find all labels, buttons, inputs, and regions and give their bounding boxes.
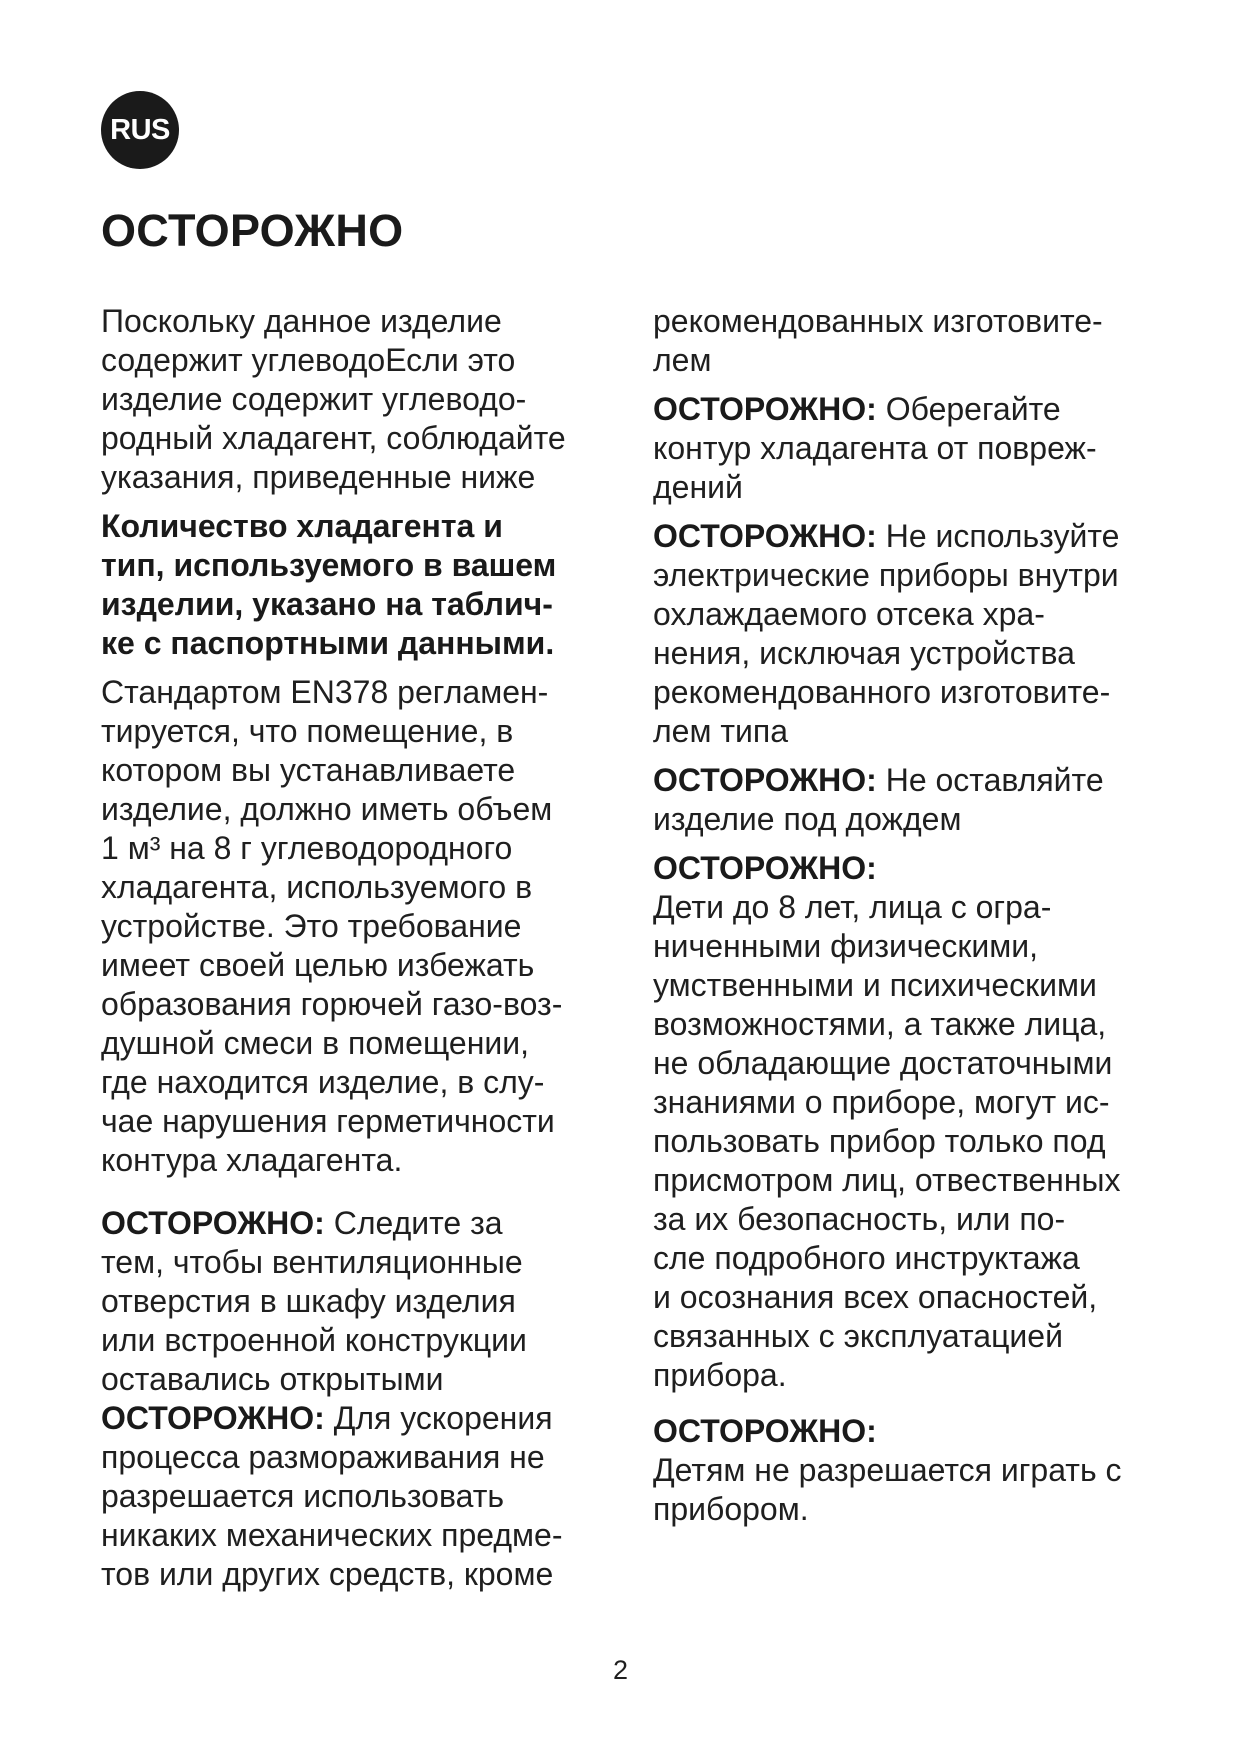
text-line: устройстве. Это требование <box>101 908 522 944</box>
children-play-warning <box>653 1412 1163 1529</box>
continuation-paragraph <box>653 302 1163 380</box>
warning-text: Оберегайте <box>876 391 1061 427</box>
defrost-warning <box>101 1399 606 1594</box>
text-line: присмотром лиц, отвественных <box>653 1162 1121 1198</box>
text-line: тов или других средств, кроме <box>101 1556 554 1592</box>
text-line: никаких механических предме- <box>101 1517 563 1553</box>
text-line: изделии, указано на таблич- <box>101 586 553 622</box>
text-line: нения, исключая устройства <box>653 635 1075 671</box>
text-line: тируется, что помещение, в <box>101 713 514 749</box>
ventilation-warning <box>101 1204 606 1399</box>
warning-label: ОСТОРОЖНО: <box>653 391 877 427</box>
text-line: чае нарушения герметичности <box>101 1103 555 1139</box>
text-line: душной смеси в помещении, <box>101 1025 530 1061</box>
text-line: прибора. <box>653 1357 787 1393</box>
text-line: Дети до 8 лет, лица с огра- <box>653 889 1052 925</box>
text-line: прибором. <box>653 1491 809 1527</box>
text-line <box>101 1399 606 1438</box>
text-line: Поскольку данное изделие <box>101 303 502 339</box>
text-line: рекомендованных изготовите- <box>653 303 1103 339</box>
text-line: Детям не разрешается играть с <box>653 1452 1122 1488</box>
text-line: отверстия в шкафу изделия <box>101 1283 516 1319</box>
right-column <box>653 302 1163 1529</box>
text-line: знаниями о приборе, могут ис- <box>653 1084 1110 1120</box>
electrical-appliances-warning <box>653 517 1163 751</box>
text-line: где находится изделие, в слу- <box>101 1064 545 1100</box>
circuit-warning <box>653 390 1163 507</box>
left-column <box>101 302 606 1594</box>
text-line <box>101 1204 606 1243</box>
warning-text: Следите за <box>324 1205 503 1241</box>
text-line: тип, используемого в вашем <box>101 547 557 583</box>
text-line: охлаждаемого отсека хра- <box>653 596 1045 632</box>
text-line: электрические приборы внутри <box>653 557 1119 593</box>
text-line: процесса размораживания не <box>101 1439 545 1475</box>
text-line: пользовать прибор только под <box>653 1123 1106 1159</box>
text-line: умственными и психическими <box>653 967 1097 1003</box>
text-line: за их безопасность, или по- <box>653 1201 1066 1237</box>
text-line: содержит углеводоЕсли это <box>101 342 516 378</box>
text-line: не обладающие достаточными <box>653 1045 1113 1081</box>
warning-label: ОСТОРОЖНО: <box>653 518 877 554</box>
page-number: 2 <box>612 1655 629 1685</box>
text-line: лем типа <box>653 713 789 749</box>
warning-label: ОСТОРОЖНО: <box>653 762 877 798</box>
warning-label: ОСТОРОЖНО: <box>653 850 877 886</box>
text-line: изделие под дождем <box>653 801 962 837</box>
page-title: ОСТОРОЖНО <box>101 205 404 256</box>
text-line: оставались открытыми <box>101 1361 444 1397</box>
warning-label: ОСТОРОЖНО: <box>101 1205 325 1241</box>
text-line: образования горючей газо-воз- <box>101 986 563 1022</box>
text-line: ниченными физическими, <box>653 928 1038 964</box>
refrigerant-quantity-note <box>101 507 606 663</box>
text-line: Количество хладагента и <box>101 508 503 544</box>
text-line: родный хладагент, соблюдайте <box>101 420 566 456</box>
text-line: рекомендованного изготовите- <box>653 674 1111 710</box>
warning-label: ОСТОРОЖНО: <box>653 1413 877 1449</box>
text-line: имеет своей целью избежать <box>101 947 535 983</box>
text-line: изделие содержит углеводо- <box>101 381 527 417</box>
text-line: или встроенной конструкции <box>101 1322 527 1358</box>
text-line: ке с паспортными данными. <box>101 625 555 661</box>
text-line: дений <box>653 469 743 505</box>
text-line: изделие, должно иметь объем <box>101 791 553 827</box>
text-line: связанных с эксплуатацией <box>653 1318 1063 1354</box>
text-line: лем <box>653 342 712 378</box>
language-badge: RUS <box>101 91 179 169</box>
text-line: указания, приведенные ниже <box>101 459 536 495</box>
text-line: Стандартом EN378 регламен- <box>101 674 549 710</box>
text-line <box>653 390 1163 429</box>
text-line: возможностями, а также лица, <box>653 1006 1107 1042</box>
text-line: разрешается использовать <box>101 1478 505 1514</box>
text-line <box>653 517 1163 556</box>
warning-text: Не используйте <box>876 518 1120 554</box>
text-line: сле подробного инструктажа <box>653 1240 1080 1276</box>
intro-paragraph <box>101 302 606 497</box>
text-line: и осознания всех опасностей, <box>653 1279 1098 1315</box>
text-line: 1 м³ на 8 г углеводородного <box>101 830 513 866</box>
text-line: контур хладагента от повреж- <box>653 430 1097 466</box>
children-supervision-warning <box>653 849 1163 1395</box>
text-line: тем, чтобы вентиляционные <box>101 1244 523 1280</box>
en378-paragraph <box>101 673 606 1180</box>
text-line <box>653 761 1163 800</box>
warning-text: Не оставляйте <box>876 762 1104 798</box>
text-line: котором вы устанавливаете <box>101 752 516 788</box>
warning-text: Для ускорения <box>324 1400 553 1436</box>
text-line: контура хладагента. <box>101 1142 403 1178</box>
text-line: хладагента, используемого в <box>101 869 533 905</box>
rain-warning <box>653 761 1163 839</box>
warning-label: ОСТОРОЖНО: <box>101 1400 325 1436</box>
